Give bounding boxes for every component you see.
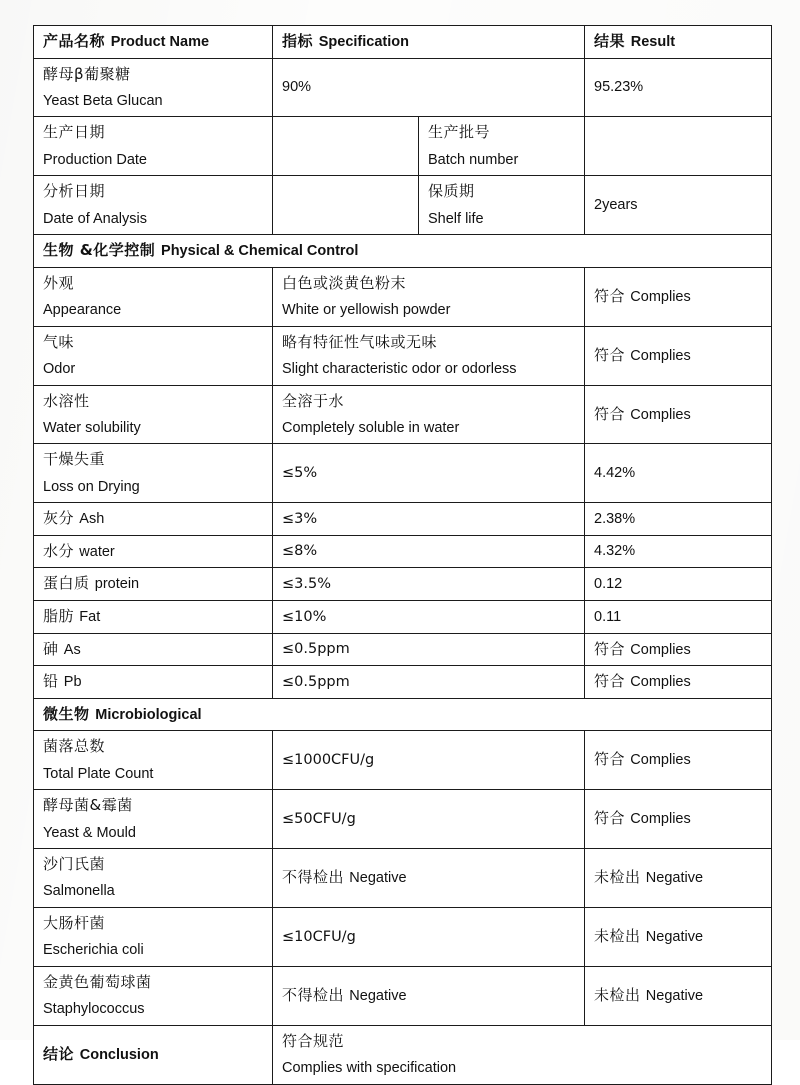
lead-result-en: Complies xyxy=(630,674,691,691)
date-of-analysis-label-cell xyxy=(34,176,273,235)
table-row xyxy=(34,444,772,503)
row-result-loss-on-drying xyxy=(585,444,772,503)
row-spec-moisture xyxy=(273,535,585,568)
row-label-ash xyxy=(34,503,273,536)
product-result-cell xyxy=(585,58,772,117)
staphylococcus-result-en: Negative xyxy=(645,987,704,1004)
salmonella-result-cn: 未检出 xyxy=(594,868,646,887)
water-solubility-name-en: Water solubility xyxy=(43,419,141,436)
odor-name-cn: 气味 xyxy=(43,332,75,351)
odor-spec-en: Slight characteristic odor or odorless xyxy=(282,360,517,377)
row-label-odor xyxy=(34,326,273,385)
row-result-fat xyxy=(585,601,772,634)
escherichia-coli-result-cn: 未检出 xyxy=(594,927,646,946)
fat-name-en: Fat xyxy=(79,609,101,626)
table-row xyxy=(34,731,772,790)
odor-spec-cn: 略有特征性气味或无味 xyxy=(282,332,438,351)
row-label-salmonella xyxy=(34,849,273,908)
row-spec-arsenic xyxy=(273,633,585,666)
header-result-en: Result xyxy=(630,34,676,50)
total-plate-count-name-cn: 菌落总数 xyxy=(43,737,106,756)
row-result-lead xyxy=(585,666,772,699)
escherichia-coli-name-cn: 大肠杆菌 xyxy=(43,913,106,932)
row-result-salmonella xyxy=(585,849,772,908)
conclusion-label-en: Conclusion xyxy=(79,1046,159,1063)
escherichia-coli-spec: ≤10CFU/g xyxy=(282,928,356,945)
salmonella-name-cn: 沙门氏菌 xyxy=(43,855,106,874)
row-result-ash xyxy=(585,503,772,536)
row-result-protein xyxy=(585,568,772,601)
table-row xyxy=(34,535,772,568)
appearance-result-cn: 符合 xyxy=(594,286,631,305)
staphylococcus-name-en: Staphylococcus xyxy=(43,1001,145,1018)
header-specification-cn: 指标 xyxy=(282,32,319,50)
staphylococcus-spec-en: Negative xyxy=(349,987,407,1004)
yeast-mould-result-cn: 符合 xyxy=(594,809,631,828)
total-plate-count-result-cn: 符合 xyxy=(594,750,631,769)
yeast-mould-spec: ≤50CFU/g xyxy=(282,810,356,827)
section-header-microbiological-cell xyxy=(34,698,772,731)
lead-result-cn: 符合 xyxy=(594,672,631,691)
shelf-life-en: Shelf life xyxy=(428,210,484,227)
row-spec-escherichia-coli xyxy=(273,907,585,966)
row-spec-staphylococcus xyxy=(273,966,585,1025)
ash-name-cn: 灰分 xyxy=(43,509,80,528)
salmonella-spec-cn: 不得检出 xyxy=(282,868,350,887)
shelf-life-value-cell xyxy=(585,176,772,235)
row-spec-lead xyxy=(273,666,585,699)
section-microbiological-en: Microbiological xyxy=(95,706,202,723)
row-spec-ash xyxy=(273,503,585,536)
row-label-water-solubility xyxy=(34,385,273,444)
product-name-cn: 酵母β葡聚糖 xyxy=(43,64,131,83)
water-solubility-name-cn: 水溶性 xyxy=(43,391,90,410)
row-label-staphylococcus xyxy=(34,966,273,1025)
arsenic-result-en: Complies xyxy=(630,641,691,658)
row-spec-appearance xyxy=(273,267,585,326)
production-date-label-cell xyxy=(34,117,273,176)
fat-spec: ≤10% xyxy=(282,608,327,625)
production-date-cn: 生产日期 xyxy=(43,123,106,142)
appearance-spec-cn: 白色或淡黄色粉末 xyxy=(282,273,407,292)
row-result-total-plate-count xyxy=(585,731,772,790)
date-of-analysis-value-cell xyxy=(273,176,419,235)
header-product-name-cn: 产品名称 xyxy=(43,32,111,50)
yeast-mould-name-cn: 酵母菌&霉菌 xyxy=(43,796,133,815)
table-row-date-of-analysis xyxy=(34,176,772,235)
escherichia-coli-result-en: Negative xyxy=(645,929,704,946)
production-date-value-cell xyxy=(273,117,419,176)
water-solubility-spec-cn: 全溶于水 xyxy=(282,391,345,410)
table-row xyxy=(34,907,772,966)
ash-result: 2.38% xyxy=(594,510,636,527)
water-solubility-result-en: Complies xyxy=(630,406,691,423)
table-row xyxy=(34,666,772,699)
row-result-moisture xyxy=(585,535,772,568)
table-row-production-date xyxy=(34,117,772,176)
protein-name-en: protein xyxy=(94,576,140,593)
loss-on-drying-name-en: Loss on Drying xyxy=(43,478,140,495)
lead-name-en: Pb xyxy=(63,674,82,691)
row-spec-protein xyxy=(273,568,585,601)
batch-number-cn: 生产批号 xyxy=(428,123,491,142)
appearance-spec-en: White or yellowish powder xyxy=(282,302,451,319)
ash-name-en: Ash xyxy=(79,511,105,528)
header-specification-en: Specification xyxy=(318,34,409,50)
salmonella-name-en: Salmonella xyxy=(43,883,115,900)
section-header-physical-chemical xyxy=(34,235,772,268)
section-microbiological-cn: 微生物 xyxy=(43,704,96,723)
row-spec-yeast-mould xyxy=(273,790,585,849)
yeast-mould-name-en: Yeast & Mould xyxy=(43,824,136,841)
shelf-life-cn: 保质期 xyxy=(428,182,475,201)
conclusion-label-cn: 结论 xyxy=(43,1044,80,1063)
staphylococcus-result-cn: 未检出 xyxy=(594,985,646,1004)
row-spec-loss-on-drying xyxy=(273,444,585,503)
total-plate-count-name-en: Total Plate Count xyxy=(43,765,154,782)
product-result-value: 95.23% xyxy=(594,79,644,96)
loss-on-drying-name-cn: 干燥失重 xyxy=(43,450,106,469)
conclusion-value-en: Complies with specification xyxy=(282,1060,457,1076)
table-row xyxy=(34,568,772,601)
row-label-loss-on-drying xyxy=(34,444,273,503)
row-label-lead xyxy=(34,666,273,699)
table-row xyxy=(34,385,772,444)
table-row-conclusion xyxy=(34,1025,772,1084)
staphylococcus-name-cn: 金黄色葡萄球菌 xyxy=(43,972,152,991)
odor-result-en: Complies xyxy=(630,347,691,364)
table-row xyxy=(34,503,772,536)
table-header-row xyxy=(34,26,772,59)
protein-spec: ≤3.5% xyxy=(282,575,331,592)
row-label-total-plate-count xyxy=(34,731,273,790)
production-date-en: Production Date xyxy=(43,151,147,168)
coa-document-sheet xyxy=(33,25,771,1085)
fat-result: 0.11 xyxy=(594,608,622,625)
row-spec-total-plate-count xyxy=(273,731,585,790)
row-result-arsenic xyxy=(585,633,772,666)
section-physical-chemical-cn: 生物 &化学控制 xyxy=(43,241,162,260)
section-header-physical-chemical-cell xyxy=(34,235,772,268)
total-plate-count-result-en: Complies xyxy=(630,752,691,769)
date-of-analysis-cn: 分析日期 xyxy=(43,182,106,201)
lead-spec: ≤0.5ppm xyxy=(282,673,350,690)
loss-on-drying-spec: ≤5% xyxy=(282,465,318,482)
lead-name-cn: 铅 xyxy=(43,672,64,691)
batch-number-label-cell xyxy=(419,117,585,176)
shelf-life-value: 2years xyxy=(594,196,638,213)
yeast-mould-result-en: Complies xyxy=(630,811,691,828)
escherichia-coli-name-en: Escherichia coli xyxy=(43,942,144,959)
row-result-water-solubility xyxy=(585,385,772,444)
header-cell-specification xyxy=(273,26,585,59)
row-label-yeast-mould xyxy=(34,790,273,849)
moisture-name-cn: 水分 xyxy=(43,541,80,560)
appearance-name-cn: 外观 xyxy=(43,273,75,292)
date-of-analysis-en: Date of Analysis xyxy=(43,210,147,227)
row-label-protein xyxy=(34,568,273,601)
moisture-result: 4.32% xyxy=(594,543,636,560)
total-plate-count-spec: ≤1000CFU/g xyxy=(282,751,375,768)
row-result-yeast-mould xyxy=(585,790,772,849)
table-row xyxy=(34,267,772,326)
protein-name-cn: 蛋白质 xyxy=(43,574,95,593)
batch-number-en: Batch number xyxy=(428,151,519,168)
water-solubility-result-cn: 符合 xyxy=(594,404,631,423)
fat-name-cn: 脂肪 xyxy=(43,607,80,626)
table-row xyxy=(34,849,772,908)
shelf-life-label-cell xyxy=(419,176,585,235)
conclusion-value-cell xyxy=(273,1025,772,1084)
arsenic-name-cn: 砷 xyxy=(43,639,64,658)
table-row xyxy=(34,790,772,849)
header-cell-product-name xyxy=(34,26,273,59)
table-row xyxy=(34,601,772,634)
row-label-moisture xyxy=(34,535,273,568)
row-label-appearance xyxy=(34,267,273,326)
table-row xyxy=(34,633,772,666)
header-cell-result xyxy=(585,26,772,59)
row-label-fat xyxy=(34,601,273,634)
section-header-microbiological xyxy=(34,698,772,731)
header-result-cn: 结果 xyxy=(594,32,631,50)
row-label-arsenic xyxy=(34,633,273,666)
row-result-odor xyxy=(585,326,772,385)
odor-result-cn: 符合 xyxy=(594,345,631,364)
row-result-escherichia-coli xyxy=(585,907,772,966)
water-solubility-spec-en: Completely soluble in water xyxy=(282,419,460,436)
product-name-cell xyxy=(34,58,273,117)
table-row-product xyxy=(34,58,772,117)
section-physical-chemical-en: Physical & Chemical Control xyxy=(161,243,359,260)
loss-on-drying-result: 4.42% xyxy=(594,465,636,482)
arsenic-result-cn: 符合 xyxy=(594,639,631,658)
arsenic-spec: ≤0.5ppm xyxy=(282,641,350,658)
moisture-name-en: water xyxy=(79,543,115,560)
odor-name-en: Odor xyxy=(43,360,76,377)
batch-number-value-cell xyxy=(585,117,772,176)
salmonella-result-en: Negative xyxy=(645,870,704,887)
conclusion-value-cn: 符合规范 xyxy=(282,1031,345,1050)
certificate-of-analysis-table xyxy=(33,25,772,1085)
product-name-en: Yeast Beta Glucan xyxy=(43,92,163,109)
table-row xyxy=(34,326,772,385)
row-spec-fat xyxy=(273,601,585,634)
row-spec-salmonella xyxy=(273,849,585,908)
salmonella-spec-en: Negative xyxy=(349,870,407,887)
protein-result: 0.12 xyxy=(594,575,623,592)
staphylococcus-spec-cn: 不得检出 xyxy=(282,985,350,1004)
table-row xyxy=(34,966,772,1025)
moisture-spec: ≤8% xyxy=(282,543,318,560)
appearance-result-en: Complies xyxy=(630,288,691,305)
product-spec-cell xyxy=(273,58,585,117)
arsenic-name-en: As xyxy=(63,641,81,658)
row-spec-odor xyxy=(273,326,585,385)
row-spec-water-solubility xyxy=(273,385,585,444)
ash-spec: ≤3% xyxy=(282,510,318,527)
row-label-escherichia-coli xyxy=(34,907,273,966)
row-result-staphylococcus xyxy=(585,966,772,1025)
row-result-appearance xyxy=(585,267,772,326)
appearance-name-en: Appearance xyxy=(43,302,122,319)
conclusion-label-cell xyxy=(34,1025,273,1084)
product-spec-value: 90% xyxy=(282,79,312,96)
header-product-name-en: Product Name xyxy=(110,34,210,50)
